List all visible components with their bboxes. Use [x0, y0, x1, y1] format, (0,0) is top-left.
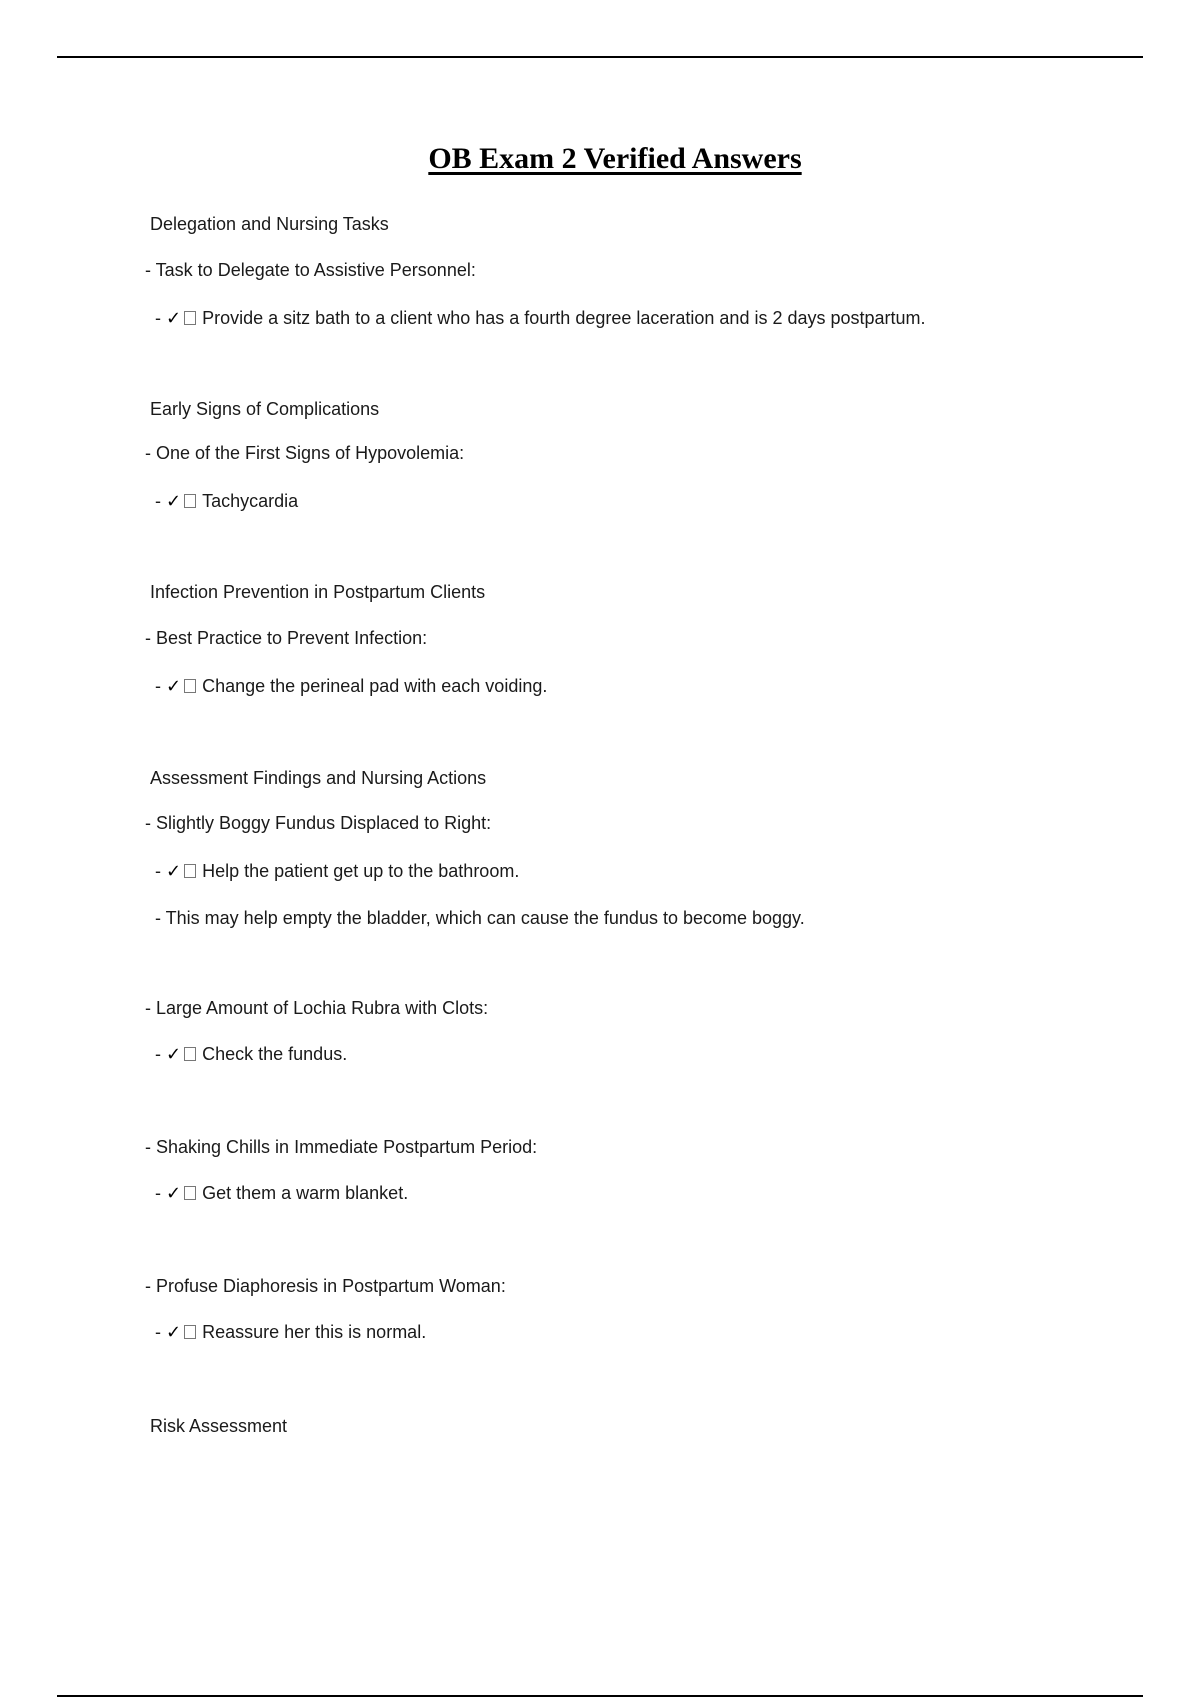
check-icon: ✓: [166, 1322, 182, 1343]
answer-text: Help the patient get up to the bathroom.: [202, 861, 520, 881]
answer-text: Get them a warm blanket.: [202, 1183, 409, 1203]
section-heading-complications: Early Signs of Complications: [150, 399, 380, 419]
top-rule: [57, 56, 1143, 58]
checkbox-icon: [184, 494, 196, 508]
section-heading-infection: Infection Prevention in Postpartum Clients: [150, 582, 486, 602]
answer-text: Change the perineal pad with each voiding.: [202, 676, 548, 696]
question-delegate-task: - Task to Delegate to Assistive Personnel:: [145, 260, 476, 280]
document-title: OB Exam 2 Verified Answers: [428, 142, 802, 175]
note-boggy-fundus: - This may help empty the bladder, which can cause the fundus to become boggy.: [155, 908, 805, 928]
section-heading-risk: Risk Assessment: [150, 1416, 288, 1436]
answer-text: Provide a sitz bath to a client who has a fourth degree laceration and is 2 days postpartum.: [202, 308, 926, 328]
checkbox-icon: [184, 679, 196, 693]
answer-text: Tachycardia: [202, 491, 299, 511]
question-hypovolemia: - One of the First Signs of Hypovolemia:: [145, 443, 465, 463]
check-icon: ✓: [166, 1183, 182, 1204]
checkbox-icon: [184, 1186, 196, 1200]
question-diaphoresis: - Profuse Diaphoresis in Postpartum Woman:: [145, 1276, 506, 1296]
bottom-rule: [57, 1695, 1143, 1697]
question-shaking-chills: - Shaking Chills in Immediate Postpartum Period:: [145, 1137, 538, 1157]
answer-hypovolemia: - ✓ Tachycardia: [155, 491, 299, 512]
answer-shaking-chills: - ✓ Get them a warm blanket.: [155, 1183, 409, 1204]
answer-infection: - ✓ Change the perineal pad with each voiding.: [155, 676, 548, 697]
section-heading-delegation: Delegation and Nursing Tasks: [150, 214, 389, 234]
checkbox-icon: [184, 1325, 196, 1339]
question-boggy-fundus: - Slightly Boggy Fundus Displaced to Right:: [145, 813, 492, 833]
answer-delegate-task: - ✓ Provide a sitz bath to a client who has a fourth degree laceration and is 2 days postpartum.: [155, 308, 926, 329]
section-heading-assessment: Assessment Findings and Nursing Actions: [150, 768, 487, 788]
check-icon: ✓: [166, 1044, 182, 1065]
question-infection: - Best Practice to Prevent Infection:: [145, 628, 428, 648]
check-icon: ✓: [166, 491, 182, 512]
answer-lochia-rubra: - ✓ Check the fundus.: [155, 1044, 348, 1065]
checkbox-icon: [184, 311, 196, 325]
check-icon: ✓: [166, 861, 182, 882]
checkbox-icon: [184, 1047, 196, 1061]
answer-diaphoresis: - ✓ Reassure her this is normal.: [155, 1322, 427, 1343]
check-icon: ✓: [166, 676, 182, 697]
question-lochia-rubra: - Large Amount of Lochia Rubra with Clots:: [145, 998, 489, 1018]
answer-text: Check the fundus.: [202, 1044, 348, 1064]
answer-boggy-fundus: - ✓ Help the patient get up to the bathroom.: [155, 861, 520, 882]
answer-text: Reassure her this is normal.: [202, 1322, 427, 1342]
check-icon: ✓: [166, 308, 182, 329]
checkbox-icon: [184, 864, 196, 878]
